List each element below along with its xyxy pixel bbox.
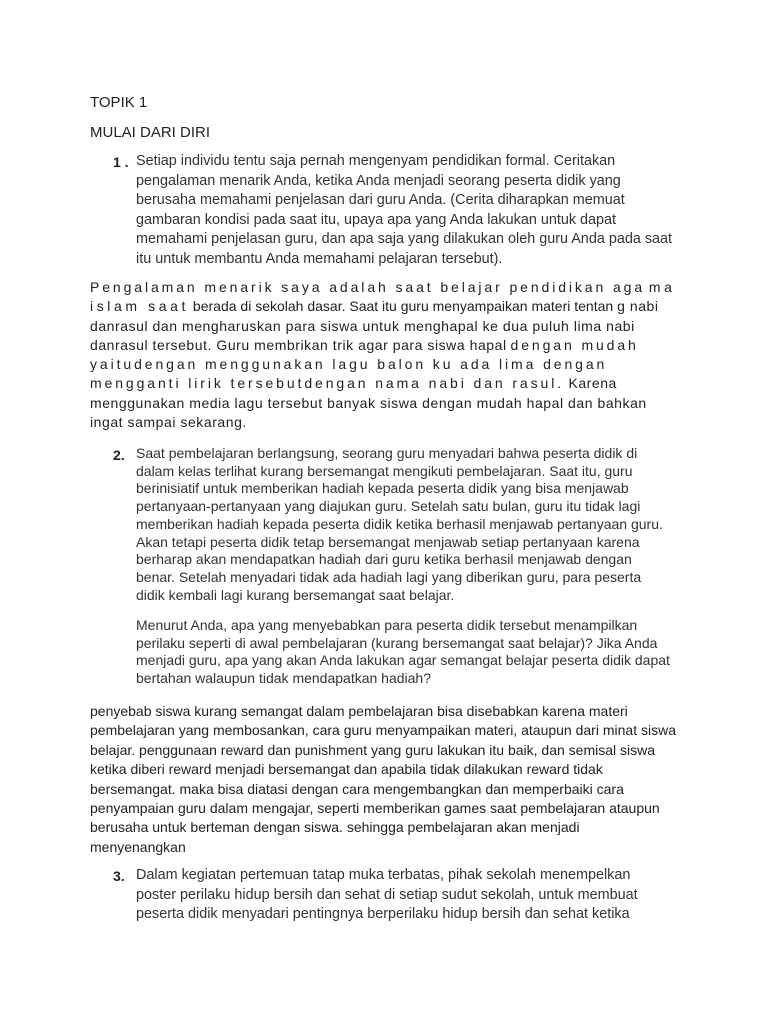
topic-heading: TOPIK 1 — [90, 94, 148, 111]
answer-2: penyebab siswa kurang semangat dalam pembelajaran bisa disebabkan karena materi pembelajaran yang membosankan, cara guru menyampaikan materi, ataupun dari minat siswa belajar. penggunaan reward dan punishment yang guru lakukan itu baik, dan semisal siswa ketika diberi reward menjadi bersemangat dan apabila tidak dilakukan reward tidak bersemangat. maka bisa diatasi dengan cara mengembangkan dan memperbaiki cara penyampaian guru dalam mengajar, seperti memberikan games saat pembelajaran ataupun berusaha untuk berteman dengan siswa. sehingga pembelajaran akan menjadi menyenangkan — [90, 703, 676, 855]
answer-1-part: berada di sekolah dasar. Saat itu guru menyampaikan materi tentan — [189, 298, 614, 315]
question-2 — [90, 445, 690, 604]
answer-1-part: dengan mudah yaitudengan menggunakan lagu balon ku ada lima dengan mengganti lirik tersebutdengan nama nabi dan rasul. — [90, 336, 639, 392]
question-3-number: 3. — [113, 868, 125, 884]
answer-1-part: Pengalaman menarik saya adalah saat belajar pendidikan aga — [90, 279, 646, 295]
question-2-text: Saat pembelajaran berlangsung, seorang guru menyadari bahwa peserta didik di dalam kelas terlihat kurang bersemangat mengikuti pembelajaran. Saat itu, guru berinisiatif untuk memberikan hadiah kepada peserta didik yang bisa menjawab pertanyaan-pertanyaan yang diajukan guru. Setelah satu bulan, guru itu tidak lagi memberikan hadiah kepada peserta didik ketika berhasil menjawab pertanyaan guru. Akan tetapi peserta didik tetap bersemangat menjawab setiap pertanyaan karena berharap akan mendapatkan hadiah dari guru ketika berhasil menjawab dengan benar. Setelah menyadari tidak ada hadiah lagi yang diberikan guru, para peserta didik kembali lagi kurang bersemangat saat belajar. — [136, 445, 663, 603]
question-3 — [90, 866, 690, 925]
question-1 — [90, 152, 690, 270]
question-3-text: Dalam kegiatan pertemuan tatap muka terbatas, pihak sekolah menempelkan poster perilaku hidup bersih dan sehat di setiap sudut sekolah, untuk membuat peserta didik menyadari pentingnya berperilaku hidup bersih dan sehat ketika — [136, 867, 638, 923]
question-2-number: 2. — [113, 447, 125, 463]
question-1-number: 1 . — [113, 154, 129, 170]
answer-1 — [90, 278, 678, 432]
answer-1-part: ma islam saat — [90, 279, 676, 315]
question-1-text: Setiap individu tentu saja pernah mengenyam pendidikan formal. Ceritakan pengalaman menarik Anda, ketika Anda menjadi seorang peserta didik yang berusaha memahami penjelasan dari guru Anda. (Cerita diharapkan memuat gambaran kondisi pada saat itu, upaya apa yang Anda lakukan untuk dapat memahami penjelasan guru, dan apa saja yang dilakukan oleh guru Anda pada saat itu untuk membantu Anda memahami pelajaran tersebut). — [136, 153, 673, 267]
subtopic-heading: MULAI DARI DIRI — [90, 124, 211, 141]
question-2-followup — [90, 617, 690, 688]
answer-1-part: g nabi danrasul dan mengharuskan para siswa untuk menghapal ke dua puluh lima nabi danrasul tersebut. Guru membrikan trik agar para siswa hapal — [90, 298, 659, 353]
answer-1-part: Karena menggunakan media lagu tersebut banyak siswa dengan mudah hapal dan bahkan ingat sampai sekarang. — [90, 375, 647, 431]
question-2-followup-text: Menurut Anda, apa yang menyebabkan para peserta didik tersebut menampilkan perilaku seperti di awal pembelajaran (kurang bersemangat saat belajar)? Jika Anda menjadi guru, apa yang akan Anda lakukan agar semangat belajar peserta didik dapat bertahan walaupun tidak mendapatkan hadiah? — [136, 617, 670, 687]
